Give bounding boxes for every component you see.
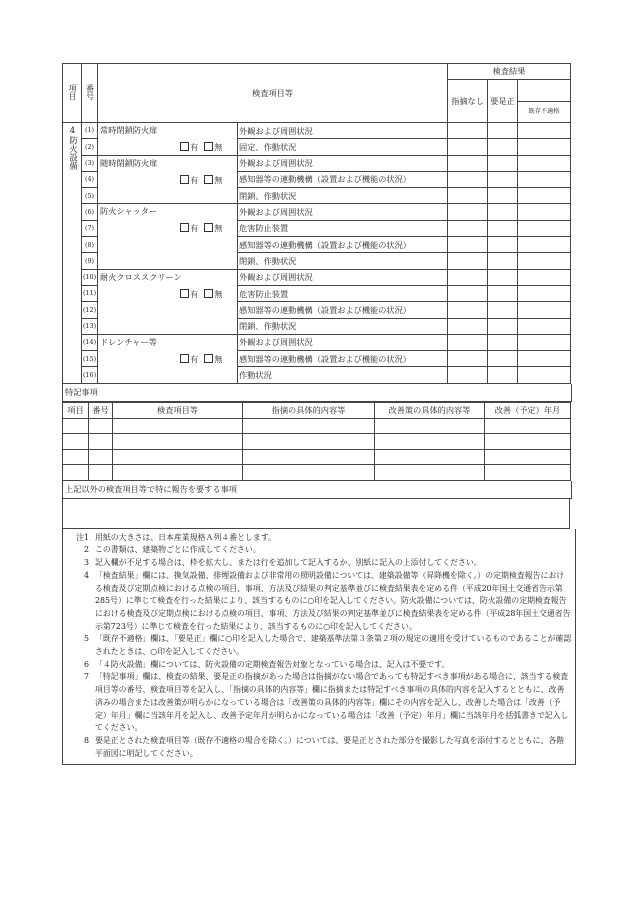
inspection-row: [63, 204, 571, 220]
header-no: 番号: [82, 64, 98, 123]
row-number: (16): [82, 367, 98, 383]
none-checkbox[interactable]: 無: [204, 223, 222, 232]
result-no-issue[interactable]: [448, 123, 488, 139]
none-checkbox[interactable]: 無: [204, 289, 222, 298]
result-needs-fix[interactable]: [488, 237, 518, 253]
result-no-issue[interactable]: [448, 285, 488, 301]
presence-checkboxes: [180, 142, 222, 151]
special-col-inspect: 検査項目等: [113, 402, 243, 418]
section-label: 4防火設備: [63, 123, 82, 384]
none-checkbox[interactable]: 無: [204, 354, 222, 363]
checkbox-icon: [204, 175, 213, 184]
equipment-name-cell: [98, 123, 238, 156]
none-checkbox[interactable]: 無: [204, 142, 222, 151]
row-number: (6): [82, 204, 98, 220]
row-number: (5): [82, 188, 98, 204]
presence-checkboxes: [180, 175, 222, 184]
result-no-issue[interactable]: [448, 269, 488, 285]
presence-checkboxes: [180, 354, 222, 363]
inspection-row: [63, 155, 571, 171]
result-existing[interactable]: [518, 188, 571, 204]
inspection-item: 感知器等の連動機構（設置および機能の状況）: [238, 171, 448, 187]
inspection-item: 作動状況: [238, 367, 448, 383]
result-needs-fix[interactable]: [488, 351, 518, 367]
result-no-issue[interactable]: [448, 351, 488, 367]
special-col-detail: 指摘の具体的内容等: [243, 402, 375, 418]
equipment-name-cell: [98, 155, 238, 204]
result-no-issue[interactable]: [448, 253, 488, 269]
header-item: 項目: [63, 64, 82, 123]
has-checkbox[interactable]: 有: [180, 142, 198, 151]
row-number: (4): [82, 171, 98, 187]
row-number: (13): [82, 318, 98, 334]
checkbox-icon: [204, 142, 213, 151]
row-number: (11): [82, 285, 98, 301]
result-needs-fix[interactable]: [488, 155, 518, 171]
presence-checkboxes: [180, 223, 222, 232]
checkbox-icon: [180, 142, 189, 151]
result-no-issue[interactable]: [448, 367, 488, 383]
row-number: (14): [82, 334, 98, 350]
result-needs-fix[interactable]: [488, 269, 518, 285]
result-existing[interactable]: [518, 334, 571, 350]
result-existing[interactable]: [518, 367, 571, 383]
note-item: 2 この書類は、建築物ごとに作成してください。: [83, 545, 261, 555]
other-input-area[interactable]: [62, 499, 570, 529]
note-item: 7 「特記事項」欄は、検査の結果、要是正の指摘があった場合は指摘がない場合であっても特記すべき事項がある場合に、該当する検査項目等の番号、検査項目等を記入し、「指摘の具体的内容等」欄に指摘または特記すべき事項の具体的内容を記入するとともに、改善済みの場合または改善策が明らかになっている場合は「改善策の具体的内容等」欄にその内容を記入し、改善した場合は「改善（予定）年月」欄に当該年月を記入し、改善予定年月が明らかになっている場合は「改善（予定）年月」欄に当該年月を括弧書きで記入してください。: [83, 672, 569, 733]
result-no-issue[interactable]: [448, 334, 488, 350]
inspection-form: [62, 63, 570, 765]
header-no-issue: 指摘なし: [448, 80, 488, 123]
none-checkbox[interactable]: 無: [204, 175, 222, 184]
equipment-name-cell: [98, 334, 238, 383]
inspection-row: [63, 334, 571, 350]
inspection-item: 危害防止装置: [238, 220, 448, 236]
inspection-table: [62, 63, 571, 384]
equipment-name: 防火シャッター: [100, 206, 158, 217]
checkbox-icon: [180, 289, 189, 298]
notes-block: [62, 529, 576, 766]
inspection-item: 外観および周囲状況: [238, 155, 448, 171]
header-result-group: 検査結果: [448, 64, 571, 80]
result-needs-fix[interactable]: [488, 139, 518, 155]
equipment-name: 随時閉鎖防火扉: [100, 157, 158, 168]
header-inspect: 検査項目等: [98, 64, 448, 123]
result-existing[interactable]: [518, 171, 571, 187]
checkbox-icon: [204, 223, 213, 232]
checkbox-icon: [180, 175, 189, 184]
special-col-item: 項目: [63, 402, 89, 418]
inspection-item: 外観および周囲状況: [238, 334, 448, 350]
note-item: 3 記入欄が不足する場合は、枠を拡大し、または行を追加して記入するか、別紙に記入の上添付してください。: [83, 558, 482, 568]
inspection-item: 感知器等の連動機構（設置および機能の状況）: [238, 302, 448, 318]
result-existing[interactable]: [518, 155, 571, 171]
result-existing[interactable]: [518, 237, 571, 253]
checkbox-icon: [204, 354, 213, 363]
checkbox-icon: [204, 289, 213, 298]
inspection-item: 外観および周囲状況: [238, 123, 448, 139]
row-number: (15): [82, 351, 98, 367]
special-col-date: 改善（予定）年月: [485, 402, 571, 418]
result-needs-fix[interactable]: [488, 334, 518, 350]
row-number: (9): [82, 253, 98, 269]
result-no-issue[interactable]: [448, 139, 488, 155]
result-no-issue[interactable]: [448, 188, 488, 204]
result-existing[interactable]: [518, 139, 571, 155]
result-needs-fix[interactable]: [488, 367, 518, 383]
row-number: (10): [82, 269, 98, 285]
equipment-name: 耐火クロススクリーン: [100, 271, 182, 282]
result-existing[interactable]: [518, 253, 571, 269]
other-title: 上記以外の検査項目等で特に報告を要する事項: [62, 481, 572, 499]
note-item: 6 「４防火設備」欄については、防火設備の定期検査報告対象となっている場合は、記入は不要です。: [83, 659, 450, 669]
has-checkbox[interactable]: 有: [180, 289, 198, 298]
result-existing[interactable]: [518, 220, 571, 236]
inspection-item: 感知器等の連動機構（設置および機能の状況）: [238, 351, 448, 367]
result-needs-fix[interactable]: [488, 220, 518, 236]
special-row: [63, 449, 571, 465]
inspection-row: [63, 269, 571, 285]
note-item: 注1 用紙の大きさは、日本産業規格Ａ列４番とします。: [76, 532, 276, 542]
special-row: [63, 418, 571, 434]
inspection-row: [63, 123, 571, 139]
result-needs-fix[interactable]: [488, 285, 518, 301]
result-existing[interactable]: [518, 269, 571, 285]
inspection-item: 閉鎖、作動状況: [238, 318, 448, 334]
inspection-item: 外観および周囲状況: [238, 269, 448, 285]
special-col-no: 番号: [89, 402, 113, 418]
result-no-issue[interactable]: [448, 318, 488, 334]
result-existing[interactable]: [518, 285, 571, 301]
inspection-item: 危害防止装置: [238, 285, 448, 301]
result-needs-fix[interactable]: [488, 123, 518, 139]
special-col-improve: 改善策の具体的内容等: [375, 402, 485, 418]
inspection-item: 感知器等の連動機構（設置および機能の状況）: [238, 237, 448, 253]
row-number: (3): [82, 155, 98, 171]
presence-checkboxes: [180, 289, 222, 298]
result-existing[interactable]: [518, 123, 571, 139]
row-number: (1): [82, 123, 98, 139]
note-item: 4 「検査結果」欄には、換気設備、排煙設備および非常用の照明設備については、建築設備等（昇降機を除く。）の定期検査報告における検査及び定期点検における点検の項目、事項、方法及び結果の判定基準並びに検査結果表を定める件（平成20年国土交通省告示第285号）に準じて検査を行った結果により、該当するものに○印を記入してください。防火設備については、防火設備の定期検査報告における検査及び定期点検における点検の項目、事項、方法及び結果の判定基準並びに検査結果表を定める件（平成28年国土交通省告示第723号）に準じて検査を行った結果により、該当するものに○印を記入してください。: [83, 570, 571, 631]
row-number: (12): [82, 302, 98, 318]
row-number: (8): [82, 237, 98, 253]
result-needs-fix[interactable]: [488, 204, 518, 220]
special-row: [63, 465, 571, 481]
special-row: [63, 434, 571, 450]
has-checkbox[interactable]: 有: [180, 175, 198, 184]
result-needs-fix[interactable]: [488, 171, 518, 187]
special-table: [62, 402, 571, 481]
checkbox-icon: [180, 223, 189, 232]
result-no-issue[interactable]: [448, 302, 488, 318]
has-checkbox[interactable]: 有: [180, 223, 198, 232]
result-existing[interactable]: [518, 351, 571, 367]
result-needs-fix[interactable]: [488, 188, 518, 204]
result-no-issue[interactable]: [448, 155, 488, 171]
result-needs-fix[interactable]: [488, 318, 518, 334]
equipment-name-cell: [98, 269, 238, 334]
row-number: (7): [82, 220, 98, 236]
inspection-item: 固定、作動状況: [238, 139, 448, 155]
result-no-issue[interactable]: [448, 237, 488, 253]
row-number: (2): [82, 139, 98, 155]
result-existing[interactable]: [518, 318, 571, 334]
result-needs-fix[interactable]: [488, 302, 518, 318]
equipment-name: 常時閉鎖防火扉: [100, 125, 158, 135]
equipment-name: ドレンチャー等: [100, 336, 157, 347]
has-checkbox[interactable]: 有: [180, 354, 198, 363]
equipment-name-cell: [98, 204, 238, 269]
note-item: 5 「既存不適格」欄は、「要是正」欄に○印を記入した場合で、建築基準法第３条第２項の規定の適用を受けているものであることが確認されたときは、○印を記入してください。: [83, 634, 572, 657]
header-existing: 既存不適格: [518, 102, 571, 123]
inspection-item: 閉鎖、作動状況: [238, 188, 448, 204]
result-existing[interactable]: [518, 302, 571, 318]
inspection-item: 閉鎖、作動状況: [238, 253, 448, 269]
result-no-issue[interactable]: [448, 220, 488, 236]
result-no-issue[interactable]: [448, 204, 488, 220]
result-existing[interactable]: [518, 204, 571, 220]
note-item: 8 要是正とされた検査項目等（既存不適格の場合を除く。）については、要是正とされた部分を撮影した写真を添付するとともに、各階平面図に明記してください。: [83, 736, 565, 758]
result-needs-fix[interactable]: [488, 253, 518, 269]
header-needs-fix: 要是正: [488, 80, 518, 123]
special-title: 特記事項: [62, 384, 572, 402]
inspection-item: 外観および周囲状況: [238, 204, 448, 220]
checkbox-icon: [180, 354, 189, 363]
result-no-issue[interactable]: [448, 171, 488, 187]
